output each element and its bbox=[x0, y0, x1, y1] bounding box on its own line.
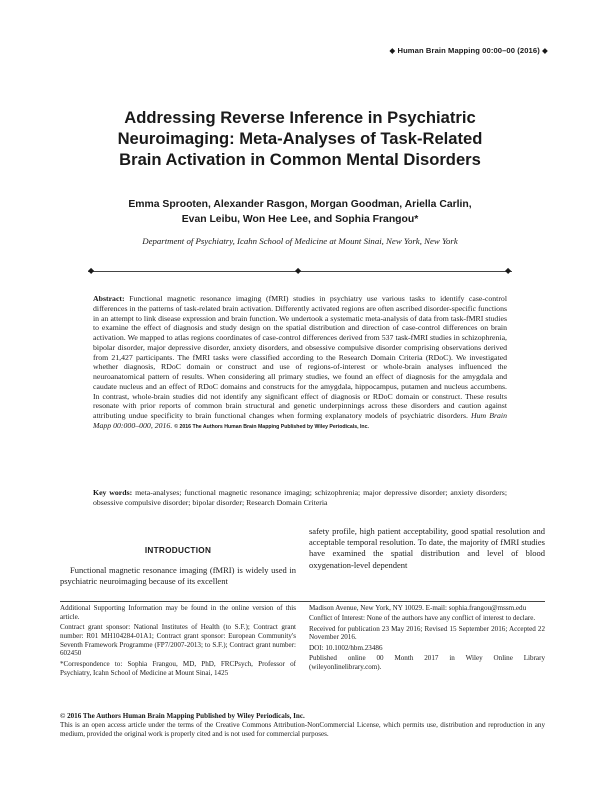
title-line-3: Brain Activation in Common Mental Disorders bbox=[119, 150, 481, 169]
authors-line-1: Emma Sprooten, Alexander Rasgon, Morgan Goodman, Ariella Carlin, bbox=[128, 199, 472, 210]
footnote-doi: DOI: 10.1002/hbm.23486 bbox=[309, 643, 383, 652]
keywords-label: Key words: bbox=[93, 488, 133, 497]
footnote-conflict: Conflict of Interest: None of the authors have any conflict of interest to declare. bbox=[309, 614, 536, 623]
license-text: This is an open access article under the terms of the Creative Commons Attribution-NonCommercial License, which permits use, distribution and reproduction in any medium, provided the original work is properly cited and is not used for commercial purposes. bbox=[60, 720, 545, 738]
journal-header-text: Human Brain Mapping 00:00–00 (2016) bbox=[397, 46, 540, 55]
section-heading-introduction: INTRODUCTION bbox=[144, 546, 212, 555]
footnote-dates: Received for publication 23 May 2016; Revised 15 September 2016; Accepted 22 November 2016. bbox=[309, 624, 545, 642]
footnote-address: Madison Avenue, New York, NY 10029. E-mail: sophia.frangou@mssm.edu bbox=[309, 604, 527, 612]
license-copyright: © 2016 The Authors Human Brain Mapping Published by Wiley Periodicals, Inc. bbox=[60, 712, 305, 720]
diamond-icon: ◆ bbox=[542, 46, 548, 55]
footnote-grants: Contract grant sponsor: National Institutes of Health (to S.F.); Contract grant number: R01 MH104284-01A1; Contract grant sponsor: European Community's Seventh Framework Programme (FP7/2007-2013; to S.F.); Contract grant number: 602450 bbox=[60, 623, 296, 658]
abstract-copyright: © 2016 The Authors Human Brain Mapping Published by Wiley Periodicals, Inc. bbox=[174, 423, 369, 430]
footnote-supporting-info: Additional Supporting Information may be found in the online version of this article. bbox=[60, 604, 296, 621]
keywords bbox=[93, 488, 507, 508]
title-line-2: Neuroimaging: Meta-Analyses of Task-Related bbox=[117, 129, 483, 148]
introduction-column-1: Functional magnetic resonance imaging (fMRI) is widely used in psychiatric neuroimaging because of its excellent bbox=[60, 565, 296, 587]
footnote-published: Published online 00 Month 2017 in Wiley Online Library (wileyonlinelibrary.com). bbox=[309, 653, 545, 671]
diamond-icon: ◆ bbox=[295, 266, 302, 275]
diamond-icon: ◆ bbox=[389, 46, 396, 55]
abstract bbox=[93, 294, 507, 433]
journal-header bbox=[389, 46, 548, 55]
keywords-text: meta-analyses; functional magnetic resonance imaging; schizophrenia; major depressive disorder; anxiety disorders; obsessive compulsive disorder; bipolar disorder; Research Domain Criteria bbox=[93, 488, 507, 507]
abstract-label: Abstract: bbox=[93, 294, 125, 303]
abstract-body: Functional magnetic resonance imaging (fMRI) studies in psychiatry use various tasks to identify case-control differences in the patterns of task-related brain activation. Differently activated regions are often ascribed disorder-specific functions in an attempt to link disease expression and brain function. We undertook a systematic meta-analysis of data from task-fMRI studies to examine the effect of diagnosis and study design on the spatial distribution and direction of case-control differences on brain activation. We mapped to atlas regions coordinates of case-control differences derived from 537 task-fMRI studies in schizophrenia, bipolar disorder, major depressive disorder, anxiety disorders, and obsessive compulsive disorder comprising observations derived from 21,427 participants. The fMRI tasks were classified according to the Research Domain Criteria (RDoC). We investigated whether diagnosis, RDoC domain or construct and use of regions-of-interest or whole-brain analyses influenced the neuroanatomical pattern of results. When considering all primary studies, we found an effect of diagnosis for the amygdala and caudate nucleus and an effect of RDoC domains and constructs for the amygdala, hippocampus, putamen and nucleus accumbens. In contrast, whole-brain studies did not identify any significant effect of diagnosis or RDoC domain or construct. These results resonate with prior reports of common brain structural and genetic underpinnings across these disorders and caution against attributing undue specificity to brain functional changes when forming explanatory models of psychiatric disorders. bbox=[93, 294, 507, 420]
footnotes-right bbox=[309, 604, 545, 673]
introduction-column-2: safety profile, high patient acceptability, good spatial resolution and acceptable temporal resolution. To date, the majority of fMRI studies have examined the spatial distribution and level of blood oxygenation-level dependent bbox=[309, 526, 545, 570]
license-block bbox=[60, 712, 545, 738]
footnotes-left bbox=[60, 604, 296, 679]
footnote-correspondence: *Correspondence to: Sophia Frangou, MD, PhD, FRCPsych, Professor of Psychiatry, Icahn School of Medicine at Mount Sinai, 1425 bbox=[60, 659, 296, 677]
article-title bbox=[60, 107, 540, 170]
author-list bbox=[70, 198, 530, 227]
abstract-citation: Hum Brain Mapp 00:000–000, 2016. bbox=[93, 411, 507, 430]
affiliation: Department of Psychiatry, Icahn School of Medicine at Mount Sinai, New York, New York bbox=[142, 236, 458, 246]
diamond-icon: ◆ bbox=[88, 266, 95, 275]
diamond-icon: ◆ bbox=[505, 266, 512, 275]
title-line-1: Addressing Reverse Inference in Psychiatric bbox=[124, 108, 476, 127]
footnote-divider bbox=[60, 601, 545, 602]
authors-line-2: Evan Leibu, Won Hee Lee, and Sophia Frangou* bbox=[181, 213, 419, 225]
